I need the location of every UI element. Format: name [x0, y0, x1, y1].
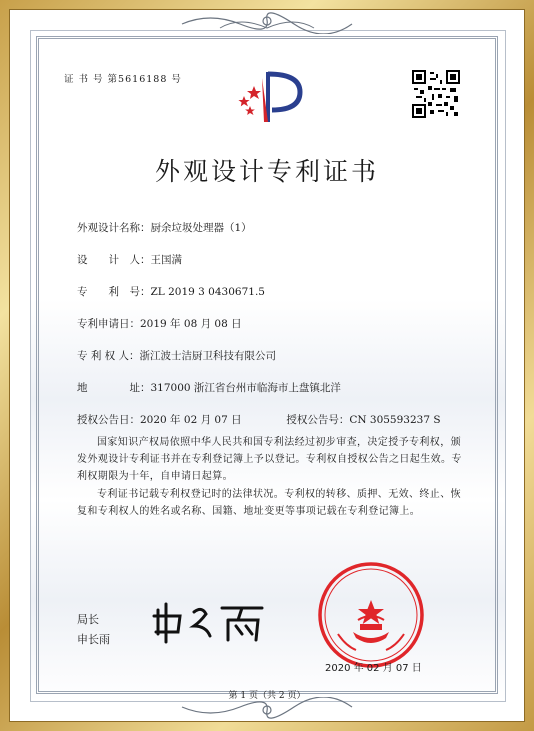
paragraph-grant: 国家知识产权局依照中华人民共和国专利法经过初步审查，决定授予专利权，颁发外观设计专利证书并在专利登记簿上予以登记。专利权自授权公告之日起生效。专利权期限为十年，自申请日起算。 — [77, 437, 462, 482]
field-label: 专 利 号： — [77, 286, 151, 298]
field-value: 317000 浙江省台州市临海市上盘镇北洋 — [150, 382, 341, 394]
page-number: 第 1 页（共 2 页） — [228, 691, 306, 701]
field-label: 外观设计名称： — [77, 222, 151, 234]
director-title: 局长 — [77, 613, 99, 626]
field-grant — [77, 412, 441, 427]
field-designer — [77, 252, 182, 267]
field-address — [77, 380, 341, 395]
official-seal-icon — [316, 560, 426, 670]
field-patentee — [77, 348, 276, 363]
field-label: 专利申请日： — [77, 318, 140, 330]
field-value: 王国满 — [150, 254, 182, 266]
field-value: 厨余垃圾处理器（1） — [150, 222, 252, 234]
field-label: 专 利 权 人： — [77, 350, 140, 362]
field-value: ZL 2019 3 0430671.5 — [150, 286, 265, 298]
field-application-date — [77, 316, 242, 331]
signature — [150, 596, 270, 646]
field-patent-number — [77, 284, 265, 299]
qr-code-icon — [412, 70, 460, 118]
director-name: 申长雨 — [77, 633, 110, 646]
field-label: 地 址： — [77, 382, 151, 394]
field-value: 2019 年 08 月 08 日 — [140, 318, 242, 330]
grant-number-label: 授权公告号： — [286, 414, 350, 426]
top-ornament-icon — [180, 12, 354, 34]
grant-date-label: 授权公告日： — [77, 414, 140, 426]
certificate-number: 证 书 号 第5616188 号 — [64, 74, 182, 85]
paragraph-legal: 专利证书记载专利权登记时的法律状况。专利权的转移、质押、无效、终止、恢复和专利权人的姓名或名称、国籍、地址变更等事项记载在专利登记簿上。 — [77, 489, 461, 517]
grant-number-value: CN 305593237 S — [349, 414, 441, 426]
field-design-name — [77, 220, 252, 235]
field-label: 设 计 人： — [77, 254, 151, 266]
patent-office-logo-icon — [228, 66, 308, 128]
certificate-title: 外观设计专利证书 — [154, 157, 379, 186]
field-value: 浙江波士洁厨卫科技有限公司 — [139, 350, 277, 362]
grant-date-value: 2020 年 02 月 07 日 — [140, 414, 242, 426]
seal-date: 2020 年 02 月 07 日 — [325, 663, 422, 674]
